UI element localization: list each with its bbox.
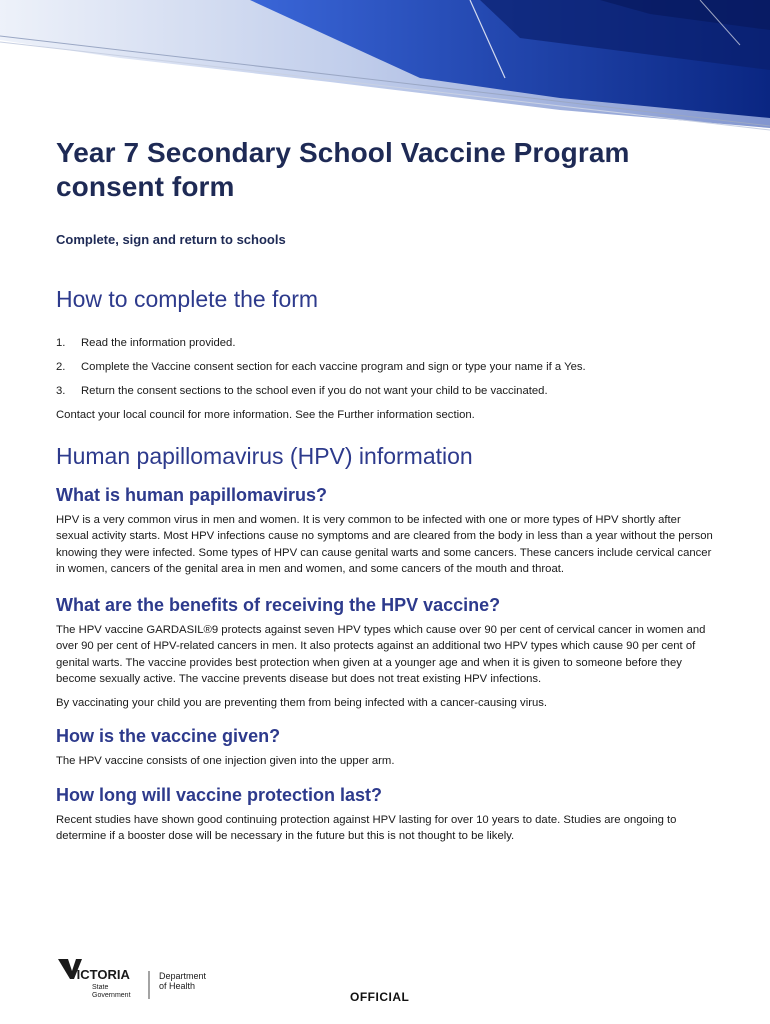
step-number: 3. <box>56 385 66 397</box>
step-item <box>56 383 716 399</box>
victoria-government-logo <box>56 957 236 1001</box>
page-subtitle: Complete, sign and return to schools <box>56 232 286 247</box>
step-text: Return the consent sections to the school even if you do not want your child to be vaccinated. <box>81 385 548 397</box>
step-number: 1. <box>56 337 66 349</box>
hpv-heading: Human papillomavirus (HPV) information <box>56 442 473 469</box>
protection-text: Recent studies have shown good continuing protection against HPV lasting for over 10 years to date. Studies are ongoing to determine if a booster dose will be necessary in the future but this is not thought to be likely. <box>56 813 677 842</box>
protection-heading: How long will vaccine protection last? <box>56 784 383 805</box>
document-body <box>56 136 716 845</box>
benefits-text-2: By vaccinating your child you are preventing them from being infected with a cancer-causing virus. <box>56 696 548 709</box>
logo-state-text: State <box>92 984 109 991</box>
step-item <box>56 359 716 375</box>
page-title: Year 7 Secondary School Vaccine Program consent form <box>56 137 630 202</box>
logo-department-text: Department <box>159 971 207 981</box>
step-number: 2. <box>56 361 66 373</box>
step-text: Read the information provided. <box>81 337 236 349</box>
contact-note: Contact your local council for more information. See the Further information section. <box>56 409 475 421</box>
header-banner <box>0 0 770 135</box>
benefits-text: The HPV vaccine GARDASIL®9 protects against seven HPV types which cause over 90 per cent of cervical cancer in women and over 90 per cent of HPV-related cancers in men. It also protects against an additional two HPV types which cause 90 per cent of genital warts. The vaccine provides best protection when given at a younger age and when it is given to someone before they become sexually active. The vaccine prevents disease but does not treat existing HPV infections. <box>56 623 706 685</box>
how-given-heading: How is the vaccine given? <box>56 726 281 746</box>
classification-label: OFFICIAL <box>350 990 410 1004</box>
step-text: Complete the Vaccine consent section for each vaccine program and sign or type your name if a Yes. <box>81 361 586 373</box>
what-is-hpv-text: HPV is a very common virus in men and women. It is very common to be infected with one or more types of HPV shortly after sexual activity starts. Most HPV infections cause no symptoms and are cleared from the body in less than a year without the person knowing they were infected. Some types of HPV can cause genital warts and some cancers. These cancers include cervical cancer in women, cancers of the genital area in men and women, and some cancers of the mouth and throat. <box>56 513 713 575</box>
benefits-heading: What are the benefits of receiving the HPV vaccine? <box>56 594 501 615</box>
what-is-hpv-heading: What is human papillomavirus? <box>56 484 328 505</box>
how-given-text: The HPV vaccine consists of one injection given into the upper arm. <box>56 755 395 767</box>
logo-victoria-text: VICTORIA <box>68 967 130 982</box>
steps-list <box>56 335 716 399</box>
logo-government-text: Government <box>92 992 131 999</box>
logo-of-health-text: of Health <box>159 981 196 991</box>
step-item <box>56 335 716 351</box>
how-to-heading: How to complete the form <box>56 286 319 312</box>
